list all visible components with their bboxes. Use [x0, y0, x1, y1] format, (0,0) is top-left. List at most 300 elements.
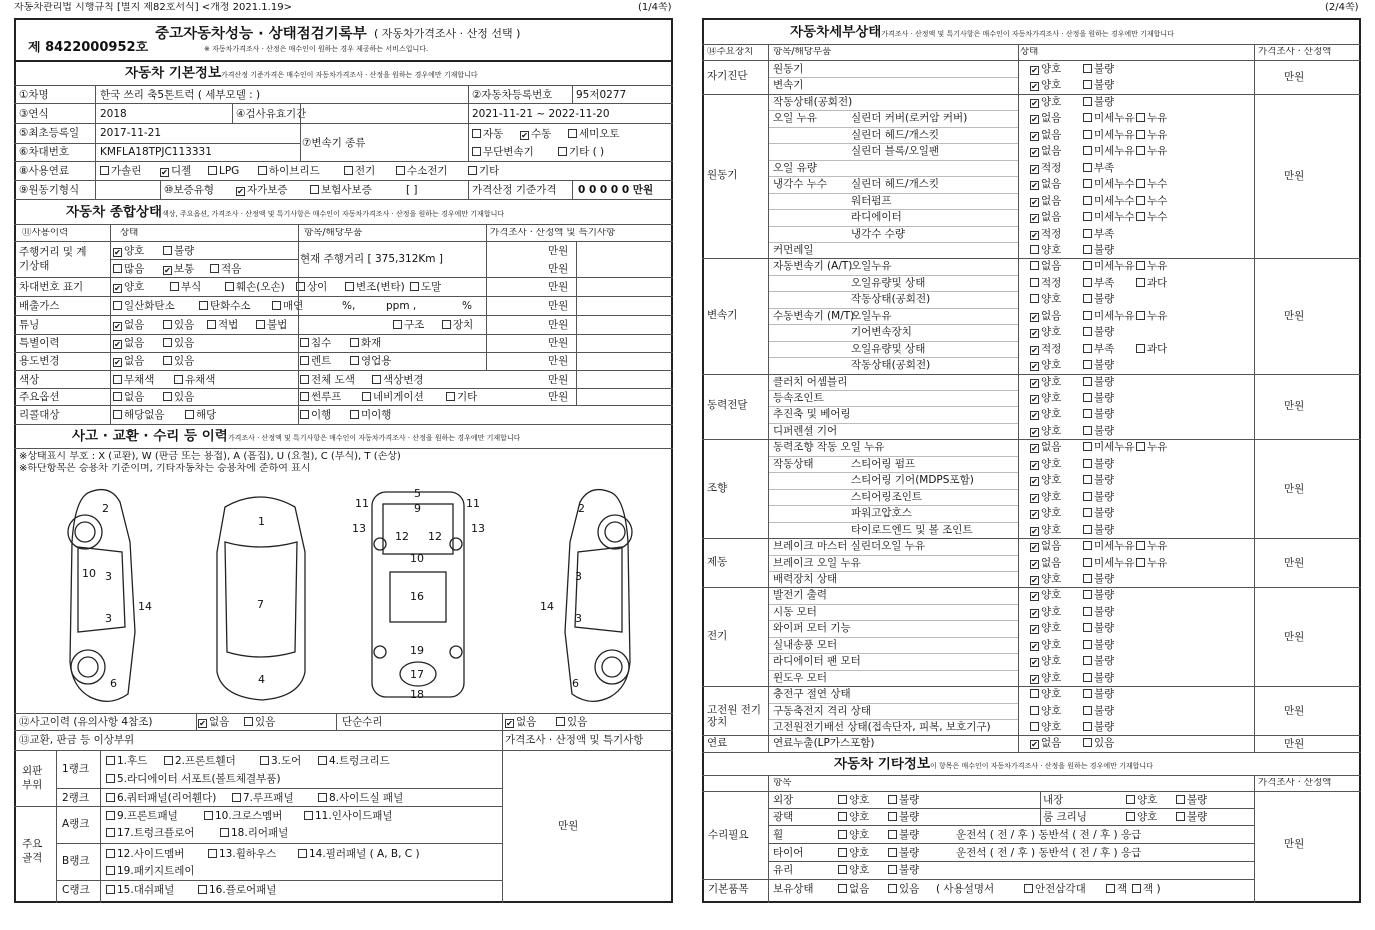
basic-items-jack2[interactable]: 잭 ) — [1132, 883, 1161, 895]
vin-altered[interactable]: 변조(변타) — [345, 281, 405, 293]
checkbox[interactable] — [1030, 231, 1039, 240]
checkbox[interactable] — [1083, 377, 1092, 386]
detail-status-option[interactable] — [1030, 606, 1061, 618]
detail-status-option[interactable] — [1083, 705, 1114, 717]
checkbox[interactable] — [1083, 426, 1092, 435]
detail-status-option[interactable] — [1030, 79, 1061, 91]
checkbox[interactable] — [1136, 541, 1145, 550]
checkbox[interactable] — [1030, 625, 1039, 634]
detail-status-option[interactable] — [1030, 195, 1061, 207]
color-chromatic[interactable]: 유채색 — [174, 374, 215, 386]
checkbox[interactable] — [1030, 689, 1039, 698]
checkbox[interactable] — [1136, 179, 1145, 188]
glass-bad[interactable]: 불량 — [888, 864, 919, 876]
checkbox[interactable] — [1083, 97, 1092, 106]
checkbox[interactable] — [1030, 181, 1039, 190]
checkbox[interactable] — [1083, 558, 1092, 567]
mileage-good[interactable]: ✔양호 — [113, 245, 144, 257]
checkbox[interactable] — [1083, 492, 1092, 501]
special-yes[interactable]: 있음 — [163, 337, 194, 349]
detail-status-option[interactable] — [1136, 129, 1167, 141]
checkbox[interactable] — [1030, 278, 1039, 287]
detail-status-option[interactable] — [1030, 376, 1061, 388]
simple-repair-none[interactable]: ✔ 없음 — [505, 716, 536, 728]
part-trunk-floor[interactable]: 17.트렁크플로어 — [106, 827, 195, 839]
part-door[interactable]: 3.도어 — [260, 755, 301, 767]
exterior-bad[interactable]: 불량 — [888, 794, 919, 806]
checkbox[interactable] — [1030, 148, 1039, 157]
checkbox[interactable] — [1030, 642, 1039, 651]
detail-status-option[interactable] — [1136, 211, 1167, 223]
part-package-tray[interactable]: 19.패키지트레이 — [106, 865, 195, 877]
trans-other[interactable]: 기타 ( ) — [558, 146, 604, 158]
detail-status-option[interactable] — [1083, 672, 1114, 684]
checkbox[interactable] — [1030, 477, 1039, 486]
detail-status-option[interactable] — [1136, 277, 1167, 289]
detail-status-option[interactable] — [1083, 573, 1114, 585]
checkbox[interactable] — [1083, 656, 1092, 665]
checkbox[interactable] — [1030, 494, 1039, 503]
options-none[interactable]: 없음 — [113, 391, 144, 403]
detail-status-option[interactable] — [1030, 688, 1061, 700]
checkbox[interactable] — [1030, 395, 1039, 404]
part-dash-panel[interactable]: 15.대쉬패널 — [106, 884, 174, 896]
interior-bad[interactable]: 불량 — [1176, 794, 1207, 806]
tire-bad[interactable]: 불량 — [888, 847, 919, 859]
checkbox[interactable] — [1030, 461, 1039, 470]
checkbox[interactable] — [1030, 740, 1039, 749]
checkbox[interactable] — [1083, 640, 1092, 649]
checkbox[interactable] — [1083, 327, 1092, 336]
fuel-other[interactable]: 기타 — [468, 165, 499, 177]
checkbox[interactable] — [1136, 558, 1145, 567]
detail-status-option[interactable] — [1083, 326, 1114, 338]
detail-status-option[interactable] — [1083, 557, 1135, 569]
usage-commercial[interactable]: 영업용 — [350, 355, 391, 367]
detail-status-option[interactable] — [1030, 211, 1061, 223]
emission-smoke[interactable]: 매연 — [272, 300, 303, 312]
detail-status-option[interactable] — [1030, 540, 1061, 552]
fuel-hydrogen[interactable]: 수소전기 — [396, 165, 448, 177]
detail-price-unit: 만원 — [1284, 71, 1305, 84]
options-navigation[interactable]: 네비게이션 — [362, 391, 424, 403]
price-unit: 만원 — [548, 245, 569, 257]
part-front-panel[interactable]: 9.프론트패널 — [106, 810, 178, 822]
vin-painted[interactable]: 도말 — [410, 281, 441, 293]
part-quarter-panel[interactable]: 6.쿼터패널(리어휀다) — [106, 792, 216, 804]
checkbox[interactable] — [1083, 64, 1092, 73]
tuning-none[interactable]: ✔ 없음 — [113, 319, 144, 331]
checkbox[interactable] — [1136, 212, 1145, 221]
checkbox[interactable] — [1030, 609, 1039, 618]
vin-damaged[interactable]: 훼손(오손) — [225, 281, 285, 293]
detail-status-option[interactable] — [1083, 655, 1114, 667]
checkbox[interactable] — [1136, 311, 1145, 320]
checkbox[interactable] — [1030, 82, 1039, 91]
detail-status-option[interactable] — [1083, 343, 1114, 355]
detail-status-option[interactable] — [1030, 425, 1061, 437]
exterior-good[interactable]: 양호 — [838, 794, 869, 806]
part-trunk-lid[interactable]: 4.트렁크리드 — [318, 755, 390, 767]
detail-status-option[interactable] — [1083, 721, 1114, 733]
detail-status-option[interactable] — [1083, 737, 1114, 749]
detail-status-option[interactable] — [1083, 491, 1114, 503]
checkbox[interactable] — [1083, 525, 1092, 534]
checkbox[interactable] — [1030, 543, 1039, 552]
detail-status-option[interactable] — [1030, 507, 1061, 519]
part-wheel-house[interactable]: 13.휠하우스 — [208, 848, 276, 860]
detail-status-option[interactable] — [1136, 112, 1167, 124]
detail-status-option[interactable] — [1030, 359, 1061, 371]
checkbox[interactable] — [1030, 198, 1039, 207]
checkbox[interactable] — [1030, 379, 1039, 388]
detail-status-option[interactable] — [1083, 211, 1135, 223]
detail-status-option[interactable] — [1083, 79, 1114, 91]
accident-none[interactable]: ✔ 없음 — [198, 716, 229, 728]
checkbox[interactable] — [1136, 344, 1145, 353]
detail-status-option[interactable] — [1083, 688, 1114, 700]
checkbox[interactable] — [1030, 428, 1039, 437]
wheel-good[interactable]: 양호 — [838, 829, 869, 841]
warranty-insurance[interactable]: 보험사보증 — [310, 184, 372, 196]
checkbox[interactable] — [1136, 146, 1145, 155]
fuel-hybrid[interactable]: 하이브리드 — [258, 165, 320, 177]
detail-status-option[interactable] — [1083, 359, 1114, 371]
tuning-legal[interactable]: 적법 — [207, 319, 238, 331]
part-side-sill[interactable]: 8.사이드실 패널 — [318, 792, 403, 804]
checkbox[interactable] — [1030, 362, 1039, 371]
checkbox[interactable] — [1136, 113, 1145, 122]
detail-status-option[interactable] — [1083, 145, 1135, 157]
trans-manual[interactable]: ✔ 수동 — [520, 128, 551, 140]
detail-status-option[interactable] — [1083, 639, 1114, 651]
detail-status-option[interactable] — [1083, 441, 1135, 453]
checkbox[interactable] — [1030, 444, 1039, 453]
cleaning-good[interactable]: 양호 — [1126, 811, 1157, 823]
checkbox[interactable] — [1030, 346, 1039, 355]
detail-status-option[interactable] — [1030, 96, 1061, 108]
checkbox[interactable] — [1083, 409, 1092, 418]
checkbox[interactable] — [1083, 278, 1092, 287]
checkbox[interactable] — [1030, 261, 1039, 270]
fuel-gasoline[interactable]: 가솔린 — [100, 165, 141, 177]
detail-status-option[interactable] — [1083, 129, 1135, 141]
part-pillar-panel[interactable]: 14.필러패널 ( A, B, C ) — [298, 848, 420, 860]
detail-item-label: 등속조인트 — [773, 392, 824, 404]
divider — [768, 489, 1018, 490]
options-other[interactable]: 기타 — [446, 391, 477, 403]
checkbox[interactable] — [1083, 294, 1092, 303]
checkbox[interactable] — [1083, 196, 1092, 205]
detail-status-option[interactable] — [1083, 293, 1114, 305]
checkbox[interactable] — [1030, 294, 1039, 303]
detail-status-option[interactable] — [1083, 474, 1114, 486]
detail-status-option[interactable] — [1030, 392, 1061, 404]
checkbox[interactable] — [1136, 278, 1145, 287]
cleaning-bad[interactable]: 불량 — [1176, 811, 1207, 823]
detail-status-option[interactable] — [1083, 96, 1114, 108]
emission-hc[interactable]: 탄화수소 — [199, 300, 251, 312]
detail-status-option[interactable] — [1030, 491, 1061, 503]
usage-rent[interactable]: 렌트 — [300, 355, 331, 367]
detail-status-option[interactable] — [1030, 129, 1061, 141]
special-none[interactable]: ✔ 없음 — [113, 337, 144, 349]
checkbox[interactable] — [1030, 132, 1039, 141]
special-fire[interactable]: 화재 — [350, 337, 381, 349]
accident-yes[interactable]: 있음 — [244, 716, 275, 728]
detail-status-option[interactable] — [1083, 277, 1114, 289]
checkbox[interactable] — [1030, 214, 1039, 223]
trans-cvt[interactable]: 무단변속기 — [472, 146, 534, 158]
checkbox[interactable] — [1136, 261, 1145, 270]
detail-status-option[interactable] — [1136, 178, 1167, 190]
basic-items-jack[interactable]: 잭 — [1106, 883, 1127, 895]
checkbox[interactable] — [1083, 344, 1092, 353]
checkbox[interactable] — [1030, 706, 1039, 715]
overall-row-recall: 리콜대상 — [19, 409, 60, 421]
detail-status-option[interactable] — [1083, 458, 1114, 470]
detail-status-option[interactable] — [1030, 260, 1061, 272]
detail-status-option[interactable] — [1030, 705, 1061, 717]
detail-status-option[interactable] — [1030, 639, 1061, 651]
recall-not-done[interactable]: 미이행 — [350, 409, 391, 421]
checkbox[interactable] — [1083, 80, 1092, 89]
detail-status-option[interactable] — [1083, 507, 1114, 519]
detail-status-option[interactable] — [1136, 557, 1167, 569]
checkbox[interactable] — [1030, 165, 1039, 174]
checkbox[interactable] — [1083, 146, 1092, 155]
part-cross-member[interactable]: 10.크로스멤버 — [204, 810, 282, 822]
options-yes[interactable]: 있음 — [163, 391, 194, 403]
checkbox[interactable] — [1083, 722, 1092, 731]
detail-status-option[interactable] — [1030, 474, 1061, 486]
special-flood[interactable]: 침수 — [300, 337, 331, 349]
detail-status-option[interactable] — [1030, 244, 1061, 256]
options-sunroof[interactable]: 썬루프 — [300, 391, 341, 403]
checkbox[interactable] — [1083, 212, 1092, 221]
checkbox[interactable] — [1083, 442, 1092, 451]
checkbox[interactable] — [1083, 607, 1092, 616]
detail-status-option[interactable] — [1136, 260, 1167, 272]
divider — [768, 44, 769, 752]
tuning-device[interactable]: 장치 — [442, 319, 473, 331]
mileage-normal[interactable]: ✔ 보통 — [163, 263, 194, 275]
detail-status-option[interactable] — [1083, 524, 1114, 536]
detail-status-option[interactable] — [1030, 277, 1061, 289]
part-rear-panel[interactable]: 18.리어패널 — [220, 827, 288, 839]
emission-co[interactable]: 일산화탄소 — [113, 300, 175, 312]
checkbox[interactable] — [1083, 541, 1092, 550]
tuning-yes[interactable]: 있음 — [163, 319, 194, 331]
detail-status-option[interactable] — [1030, 162, 1061, 174]
checkbox[interactable] — [1030, 115, 1039, 124]
detail-status-option[interactable] — [1083, 195, 1135, 207]
detail-status-option[interactable] — [1083, 244, 1114, 256]
detail-status-option[interactable] — [1030, 524, 1061, 536]
checkbox[interactable] — [1083, 508, 1092, 517]
recall-yes[interactable]: 해당 — [185, 409, 216, 421]
detail-subitem-label: 작동상태(공회전) — [851, 359, 931, 372]
detail-status-option[interactable] — [1030, 672, 1061, 684]
detail-status-option[interactable] — [1030, 310, 1061, 322]
detail-status-option[interactable] — [1030, 326, 1061, 338]
checkbox[interactable] — [1136, 196, 1145, 205]
mileage-high[interactable]: 많음 — [113, 263, 144, 275]
checkbox[interactable] — [1083, 475, 1092, 484]
detail-status-option[interactable] — [1030, 589, 1061, 601]
detail-status-option[interactable] — [1083, 310, 1135, 322]
checkbox[interactable] — [1030, 510, 1039, 519]
checkbox[interactable] — [1030, 329, 1039, 338]
part-radiator-support[interactable]: 5.라디에이터 서포트(볼트체결부품) — [106, 773, 281, 785]
detail-status-option[interactable] — [1083, 162, 1114, 174]
detail-status-option[interactable] — [1030, 737, 1061, 749]
mileage-low[interactable]: 적음 — [210, 263, 241, 275]
checkbox[interactable] — [1136, 442, 1145, 451]
detail-status-option[interactable] — [1083, 112, 1135, 124]
detail-status-option[interactable] — [1136, 310, 1167, 322]
detail-status-option[interactable] — [1083, 622, 1114, 634]
checkbox[interactable] — [1083, 311, 1092, 320]
checkbox[interactable] — [1136, 130, 1145, 139]
detail-status-option[interactable] — [1136, 343, 1167, 355]
detail-status-option[interactable] — [1030, 441, 1061, 453]
trans-semi[interactable]: 세미오토 — [568, 128, 620, 140]
basic-items-none[interactable]: 없음 — [838, 883, 869, 895]
fuel-lpg[interactable]: LPG — [208, 165, 239, 177]
part-floor-panel[interactable]: 16.플로어패널 — [198, 884, 276, 896]
checkbox[interactable] — [1083, 261, 1092, 270]
detail-status-option[interactable] — [1030, 343, 1061, 355]
checkbox[interactable] — [1030, 527, 1039, 536]
detail-status-option[interactable] — [1030, 557, 1061, 569]
checkbox[interactable] — [1083, 706, 1092, 715]
checkbox[interactable] — [1083, 590, 1092, 599]
fuel-electric[interactable]: 전기 — [344, 165, 375, 177]
warranty-self[interactable]: ✔ 자가보증 — [236, 184, 288, 196]
part-front-fender[interactable]: 2.프론트휀더 — [164, 755, 236, 767]
checkbox[interactable] — [1083, 360, 1092, 369]
detail-status-option[interactable] — [1083, 540, 1135, 552]
price-unit: 만원 — [548, 355, 569, 367]
checkbox[interactable] — [1030, 245, 1039, 254]
checkbox[interactable] — [1030, 560, 1039, 569]
polish-bad[interactable]: 불량 — [888, 811, 919, 823]
checkbox[interactable] — [1083, 393, 1092, 402]
checkbox[interactable] — [1083, 229, 1092, 238]
detail-status-option[interactable] — [1136, 441, 1167, 453]
recall-none[interactable]: 해당없음 — [113, 409, 165, 421]
detail-status-option[interactable] — [1083, 425, 1114, 437]
basic-items-triangle[interactable]: 안전삼각대 — [1024, 883, 1086, 895]
checkbox[interactable] — [1030, 675, 1039, 684]
checkbox[interactable] — [1083, 130, 1092, 139]
detail-status-option[interactable] — [1083, 228, 1114, 240]
detail-status-option[interactable] — [1136, 195, 1167, 207]
checkbox[interactable] — [1030, 592, 1039, 601]
tire-good[interactable]: 양호 — [838, 847, 869, 859]
part-side-member[interactable]: 12.사이드멤버 — [106, 848, 184, 860]
polish-good[interactable]: 양호 — [838, 811, 869, 823]
checkbox[interactable] — [1083, 179, 1092, 188]
checkbox[interactable] — [1083, 163, 1092, 172]
recall-done[interactable]: 이행 — [300, 409, 331, 421]
usage-yes[interactable]: 있음 — [163, 355, 194, 367]
detail-status-option[interactable] — [1030, 721, 1061, 733]
checkbox[interactable] — [1083, 623, 1092, 632]
part-roof-panel[interactable]: 7.루프패널 — [232, 792, 294, 804]
detail-status-option[interactable] — [1083, 589, 1114, 601]
wheel-bad[interactable]: 불량 — [888, 829, 919, 841]
detail-status-option[interactable] — [1030, 293, 1061, 305]
detail-status-option[interactable] — [1030, 228, 1061, 240]
checkbox[interactable] — [1083, 459, 1092, 468]
checkbox[interactable] — [1083, 738, 1092, 747]
detail-status-option[interactable] — [1083, 606, 1114, 618]
checkbox[interactable] — [1030, 99, 1039, 108]
checkbox[interactable] — [1083, 113, 1092, 122]
detail-status-option[interactable] — [1083, 63, 1114, 75]
trans-auto[interactable]: 자동 — [472, 128, 503, 140]
vin-good[interactable]: ✔ 양호 — [113, 281, 144, 293]
checkbox[interactable] — [1083, 689, 1092, 698]
detail-status-option[interactable] — [1136, 540, 1167, 552]
checkbox[interactable] — [1030, 313, 1039, 322]
tuning-structure[interactable]: 구조 — [393, 319, 424, 331]
part-hood[interactable]: 1.후드 — [106, 755, 147, 767]
usage-none[interactable]: ✔ 없음 — [113, 355, 144, 367]
checkbox[interactable] — [1030, 658, 1039, 667]
checkbox[interactable] — [1083, 574, 1092, 583]
fuel-diesel[interactable]: ✔ 디젤 — [160, 165, 191, 177]
detail-status-option[interactable] — [1030, 408, 1061, 420]
detail-status-option[interactable] — [1030, 145, 1061, 157]
color-achromatic[interactable]: 무채색 — [113, 374, 154, 386]
mileage-bad[interactable]: 불량 — [163, 245, 194, 257]
detail-status-option[interactable] — [1083, 408, 1114, 420]
detail-status-option[interactable] — [1030, 622, 1061, 634]
detail-status-option[interactable] — [1030, 573, 1061, 585]
vin-different[interactable]: 상이 — [296, 281, 327, 293]
detail-status-option[interactable] — [1030, 112, 1061, 124]
detail-status-option[interactable] — [1083, 260, 1135, 272]
tuning-illegal[interactable]: 불법 — [256, 319, 287, 331]
checkbox[interactable] — [1030, 66, 1039, 75]
interior-good[interactable]: 양호 — [1126, 794, 1157, 806]
simple-repair-yes[interactable]: 있음 — [556, 716, 587, 728]
checkbox[interactable] — [1083, 673, 1092, 682]
detail-status-option[interactable] — [1083, 392, 1114, 404]
detail-status-option[interactable] — [1083, 178, 1135, 190]
detail-status-option[interactable] — [1030, 458, 1061, 470]
checkbox[interactable] — [1030, 411, 1039, 420]
detail-status-option[interactable] — [1030, 655, 1061, 667]
detail-status-option[interactable] — [1083, 376, 1114, 388]
color-changed[interactable]: 색상변경 — [372, 374, 424, 386]
checkbox[interactable] — [1030, 576, 1039, 585]
detail-status-option[interactable] — [1136, 145, 1167, 157]
checkbox[interactable] — [1030, 722, 1039, 731]
basic-items-yes[interactable]: 있음 — [888, 883, 919, 895]
color-full-paint[interactable]: 전체 도색 — [300, 374, 355, 386]
part-inside-panel[interactable]: 11.인사이드패널 — [304, 810, 393, 822]
detail-status-option[interactable] — [1030, 178, 1061, 190]
glass-good[interactable]: 양호 — [838, 864, 869, 876]
detail-status-option[interactable] — [1030, 63, 1061, 75]
vin-corrosion[interactable]: 부식 — [170, 281, 201, 293]
form-title-option: ( 자동차가격조사 · 산정 선택 ) — [374, 28, 521, 40]
checkbox[interactable] — [1083, 245, 1092, 254]
